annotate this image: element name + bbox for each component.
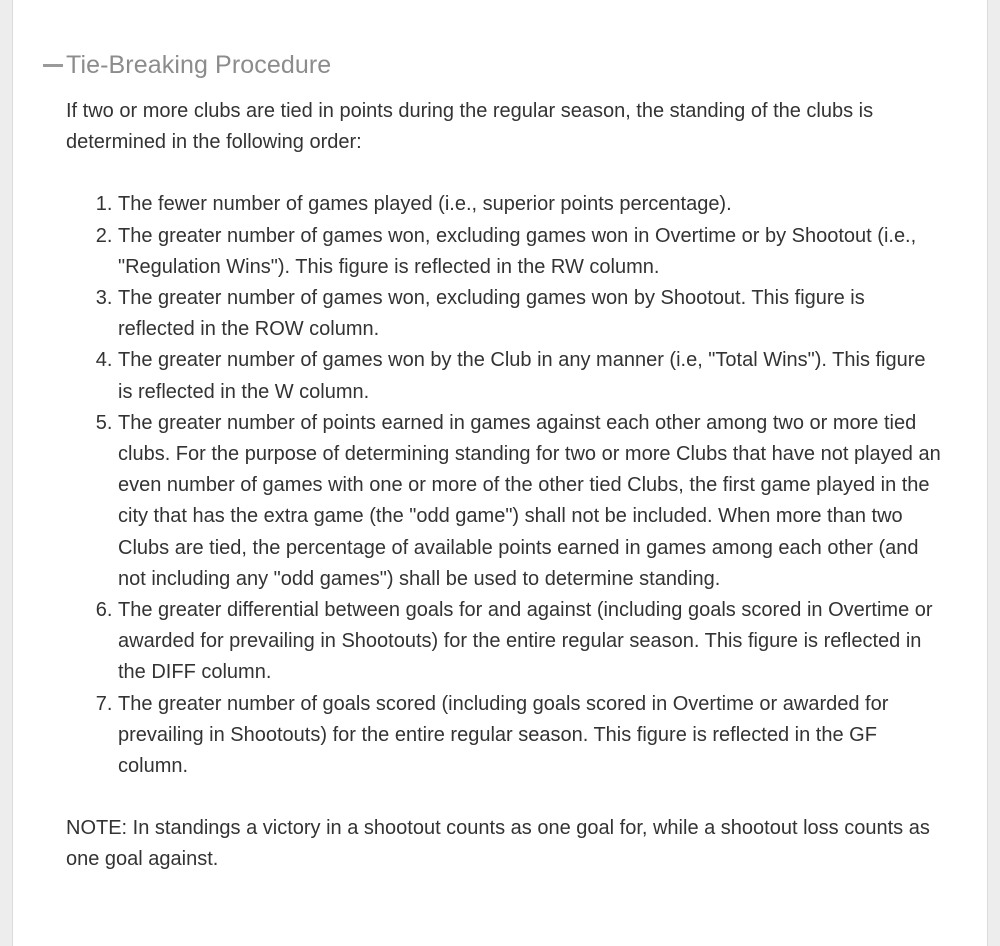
tie-breaker-rule-1: 1. The fewer number of games played (i.e., superior points percentage). [118,189,941,220]
tie-breaker-list [66,189,941,782]
tie-breaker-rule-4: 4. The greater number of games won by the Club in any manner (i.e, "Total Wins"). This figure is reflected in the W column. [118,345,941,407]
tie-breaking-panel [12,0,988,946]
section-content [66,96,941,876]
tie-breaker-rule-5: 5. The greater number of points earned in games against each other among two or more tied clubs. For the purpose of determining standing for two or more Clubs that have not played an even number of games with one or more of the other tied Clubs, the first game played in the city that has the extra game (the "odd game") shall not be included. When more than two Clubs are tied, the percentage of available points earned in games among each other (and not including any "odd games") shall be used to determine standing. [118,408,941,595]
tie-breaker-rule-7: 7. The greater number of goals scored (including goals scored in Overtime or awarded for prevailing in Shootouts) for the entire regular season. This figure is reflected in the GF column. [118,689,941,783]
tie-breaker-rule-6: 6. The greater differential between goals for and against (including goals scored in Overtime or awarded for prevailing in Shootouts) for the entire regular season. This figure is reflected in the DIFF column. [118,595,941,689]
intro-paragraph: If two or more clubs are tied in points during the regular season, the standing of the clubs is determined in the following order: [66,100,874,154]
section-title: Tie-Breaking Procedure [66,50,332,79]
note-paragraph: NOTE: In standings a victory in a shootout counts as one goal for, while a shootout loss counts as one goal against. [66,817,930,871]
tie-breaker-rule-3: 3. The greater number of games won, excluding games won by Shootout. This figure is reflected in the ROW column. [118,283,941,345]
section-header-toggle[interactable] [43,48,331,82]
minus-icon[interactable] [43,64,63,67]
tie-breaker-rule-2: 2. The greater number of games won, excluding games won in Overtime or by Shootout (i.e., "Regulation Wins"). This figure is reflected in the RW column. [118,221,941,283]
